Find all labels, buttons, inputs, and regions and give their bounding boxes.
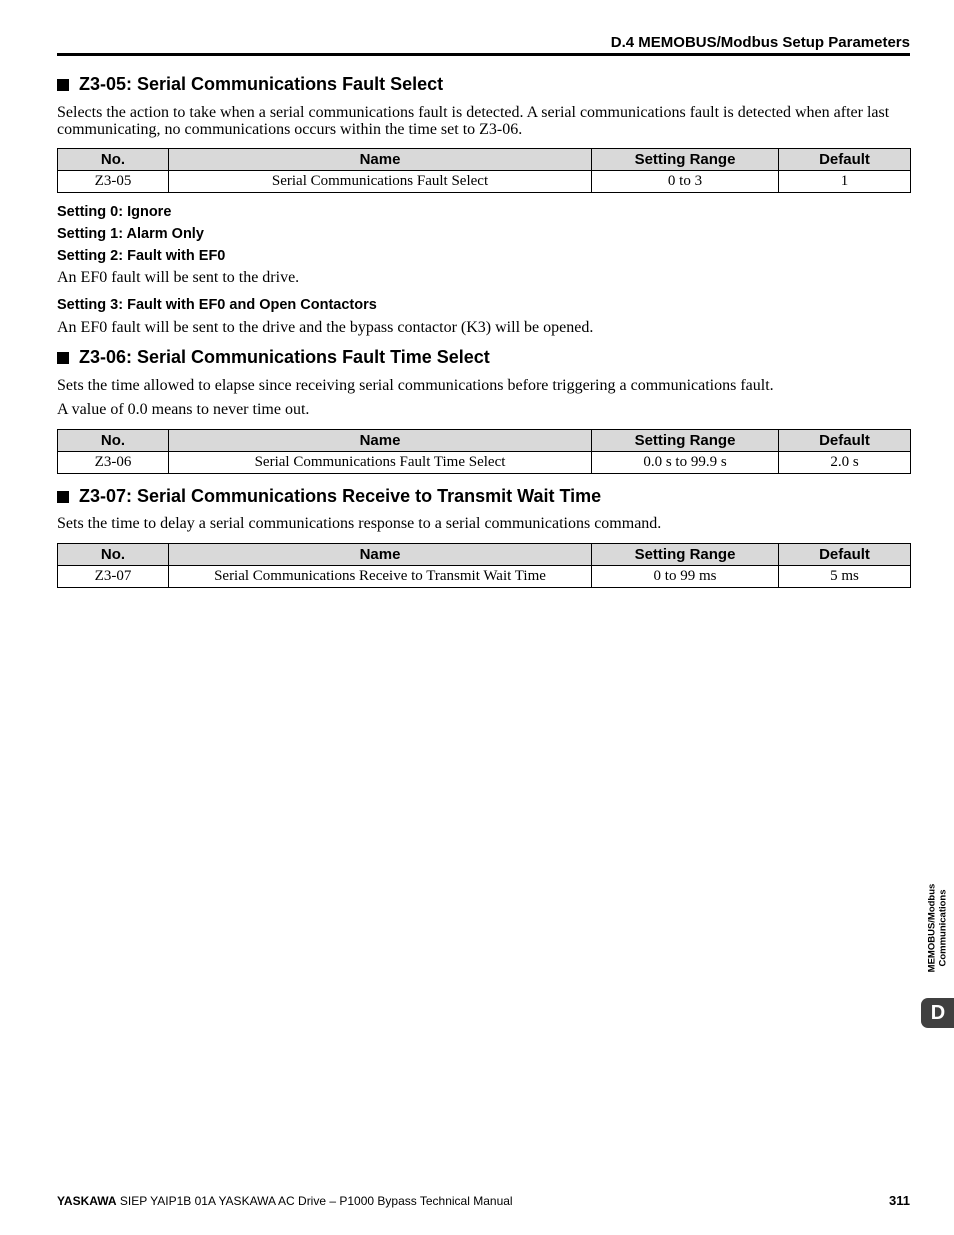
column-header-default: Default (779, 149, 911, 171)
cell-default: 5 ms (779, 566, 911, 588)
square-bullet-icon (57, 491, 69, 503)
side-tab-label (922, 872, 952, 984)
footer-brand: YASKAWA (57, 1194, 117, 1208)
table-header-row (58, 149, 911, 171)
side-tab-line-2: Communications (937, 889, 949, 967)
heading-text: Z3-05: Serial Communications Fault Select (79, 74, 444, 94)
column-header-default: Default (779, 430, 911, 452)
setting-2-text: An EF0 fault will be sent to the drive. (57, 269, 300, 286)
cell-range: 0 to 99 ms (592, 566, 779, 588)
section-description: Sets the time to delay a serial communications response to a serial communications command. (57, 515, 662, 532)
cell-name: Serial Communications Fault Select (169, 171, 592, 193)
setting-3-text: An EF0 fault will be sent to the drive and the bypass contactor (K3) will be opened. (57, 319, 594, 336)
cell-default: 2.0 s (779, 452, 911, 474)
column-header-range: Setting Range (592, 430, 779, 452)
section-description: Selects the action to take when a serial communications fault is detected. A serial communications fault is detected when after last communicating, no communications occurs within the time set to Z3-06. (57, 104, 890, 138)
section-description: Sets the time allowed to elapse since receiving serial communications before triggering a communications fault. (57, 377, 774, 394)
footer-document-info (57, 1194, 513, 1208)
table-row (58, 566, 911, 588)
running-header: D.4 MEMOBUS/Modbus Setup Parameters (610, 34, 910, 51)
column-header-default: Default (779, 544, 911, 566)
table-header-row (58, 544, 911, 566)
heading-text: Z3-06: Serial Communications Fault Time Select (79, 347, 490, 367)
setting-0-title: Setting 0: Ignore (57, 204, 172, 220)
column-header-no: No. (58, 149, 169, 171)
column-header-range: Setting Range (592, 544, 779, 566)
column-header-no: No. (58, 544, 169, 566)
cell-name: Serial Communications Receive to Transmit Wait Time (169, 566, 592, 588)
cell-name: Serial Communications Fault Time Select (169, 452, 592, 474)
cell-range: 0 to 3 (592, 171, 779, 193)
square-bullet-icon (57, 352, 69, 364)
cell-range: 0.0 s to 99.9 s (592, 452, 779, 474)
section-heading-z3-05 (57, 74, 443, 95)
page-number: 311 (889, 1193, 910, 1208)
chapter-tab-letter: D (921, 998, 954, 1028)
column-header-name: Name (169, 430, 592, 452)
cell-no: Z3-06 (58, 452, 169, 474)
column-header-name: Name (169, 544, 592, 566)
cell-default: 1 (779, 171, 911, 193)
column-header-name: Name (169, 149, 592, 171)
section-note: A value of 0.0 means to never time out. (57, 401, 310, 418)
cell-no: Z3-05 (58, 171, 169, 193)
parameter-table-z3-06 (57, 429, 911, 474)
section-heading-z3-07 (57, 486, 601, 507)
table-row (58, 452, 911, 474)
side-tab-line-1: MEMOBUS/Modbus (926, 883, 938, 973)
header-rule (57, 53, 910, 56)
square-bullet-icon (57, 79, 69, 91)
footer-doc-title: SIEP YAIP1B 01A YASKAWA AC Drive – P1000 Bypass Technical Manual (119, 1194, 513, 1208)
parameter-table-z3-05 (57, 148, 911, 193)
section-heading-z3-06 (57, 347, 490, 368)
table-row (58, 171, 911, 193)
column-header-range: Setting Range (592, 149, 779, 171)
table-header-row (58, 430, 911, 452)
setting-2-title: Setting 2: Fault with EF0 (57, 248, 226, 264)
setting-3-title: Setting 3: Fault with EF0 and Open Contactors (57, 297, 377, 313)
cell-no: Z3-07 (58, 566, 169, 588)
setting-1-title: Setting 1: Alarm Only (57, 226, 204, 242)
heading-text: Z3-07: Serial Communications Receive to Transmit Wait Time (79, 486, 602, 506)
parameter-table-z3-07 (57, 543, 911, 588)
column-header-no: No. (58, 430, 169, 452)
